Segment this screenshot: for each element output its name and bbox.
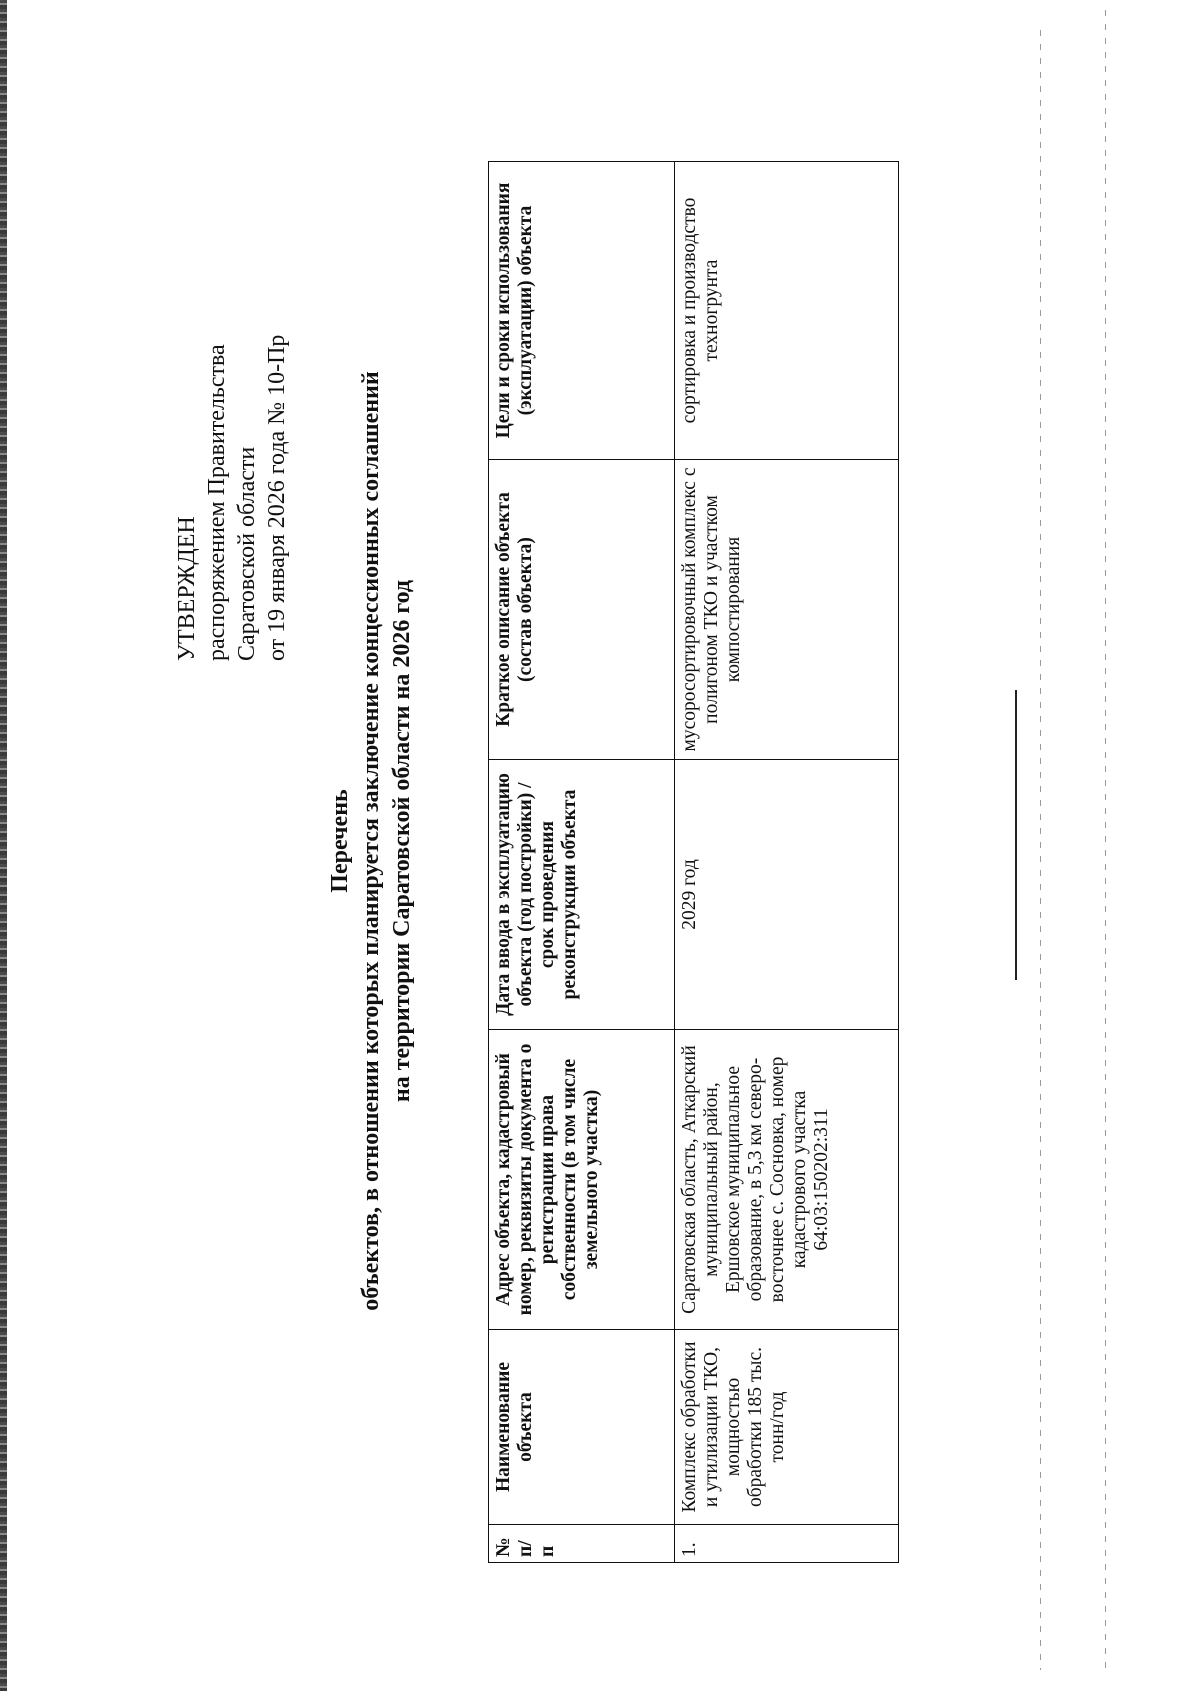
cell-number: 1. [675,1525,899,1563]
header-date: Дата ввода в эксплуатацию объекта (год постройки) / срок проведения реконструкции объекта [489,760,675,1030]
approval-line: распоряжением Правительства [204,344,230,661]
header-number: № п/п [489,1525,675,1563]
header-name: Наименование объекта [489,1330,675,1525]
cell-address: Саратовская область, Аткарский муниципальный район, Ершовское муниципальное образование, в 5,3 км северо-восточнее с. Сосновка, номер кадастрового участка 64:03:150202:311 [675,1030,899,1330]
header-purpose: Цели и сроки использования (эксплуатации) объекта [489,162,675,460]
table-row [675,162,899,1563]
table-header-row [489,162,675,1563]
title-heading: Перечень [327,789,353,893]
cell-purpose: сортировка и производство техногрунта [675,162,899,460]
approval-line: Саратовской области [234,446,260,661]
title-line-2: на территории Саратовской области на 2026 год [389,579,415,1103]
cell-name: Комплекс обработки и утилизации ТКО, мощностью обработки 185 тыс. тонн/год [675,1330,899,1525]
document-title [325,191,418,1491]
cell-date: 2029 год [675,760,899,1030]
header-description: Краткое описание объекта (состав объекта) [489,460,675,760]
approval-stamp [172,141,292,661]
approval-line: УТВЕРЖДЕН [174,516,200,661]
header-address: Адрес объекта, кадастровый номер, реквизиты документа о регистрации права собственности (в том числе земельного участка) [489,1030,675,1330]
approval-line: от 19 января 2026 года № 10-Пр [264,334,290,661]
title-line-1: объектов, в отношении которых планируется заключение концессионных соглашений [358,371,384,1311]
objects-table [488,161,899,1563]
cell-description: мусоросортировочный комплекс с полигоном ТКО и участком компостирования [675,460,899,760]
